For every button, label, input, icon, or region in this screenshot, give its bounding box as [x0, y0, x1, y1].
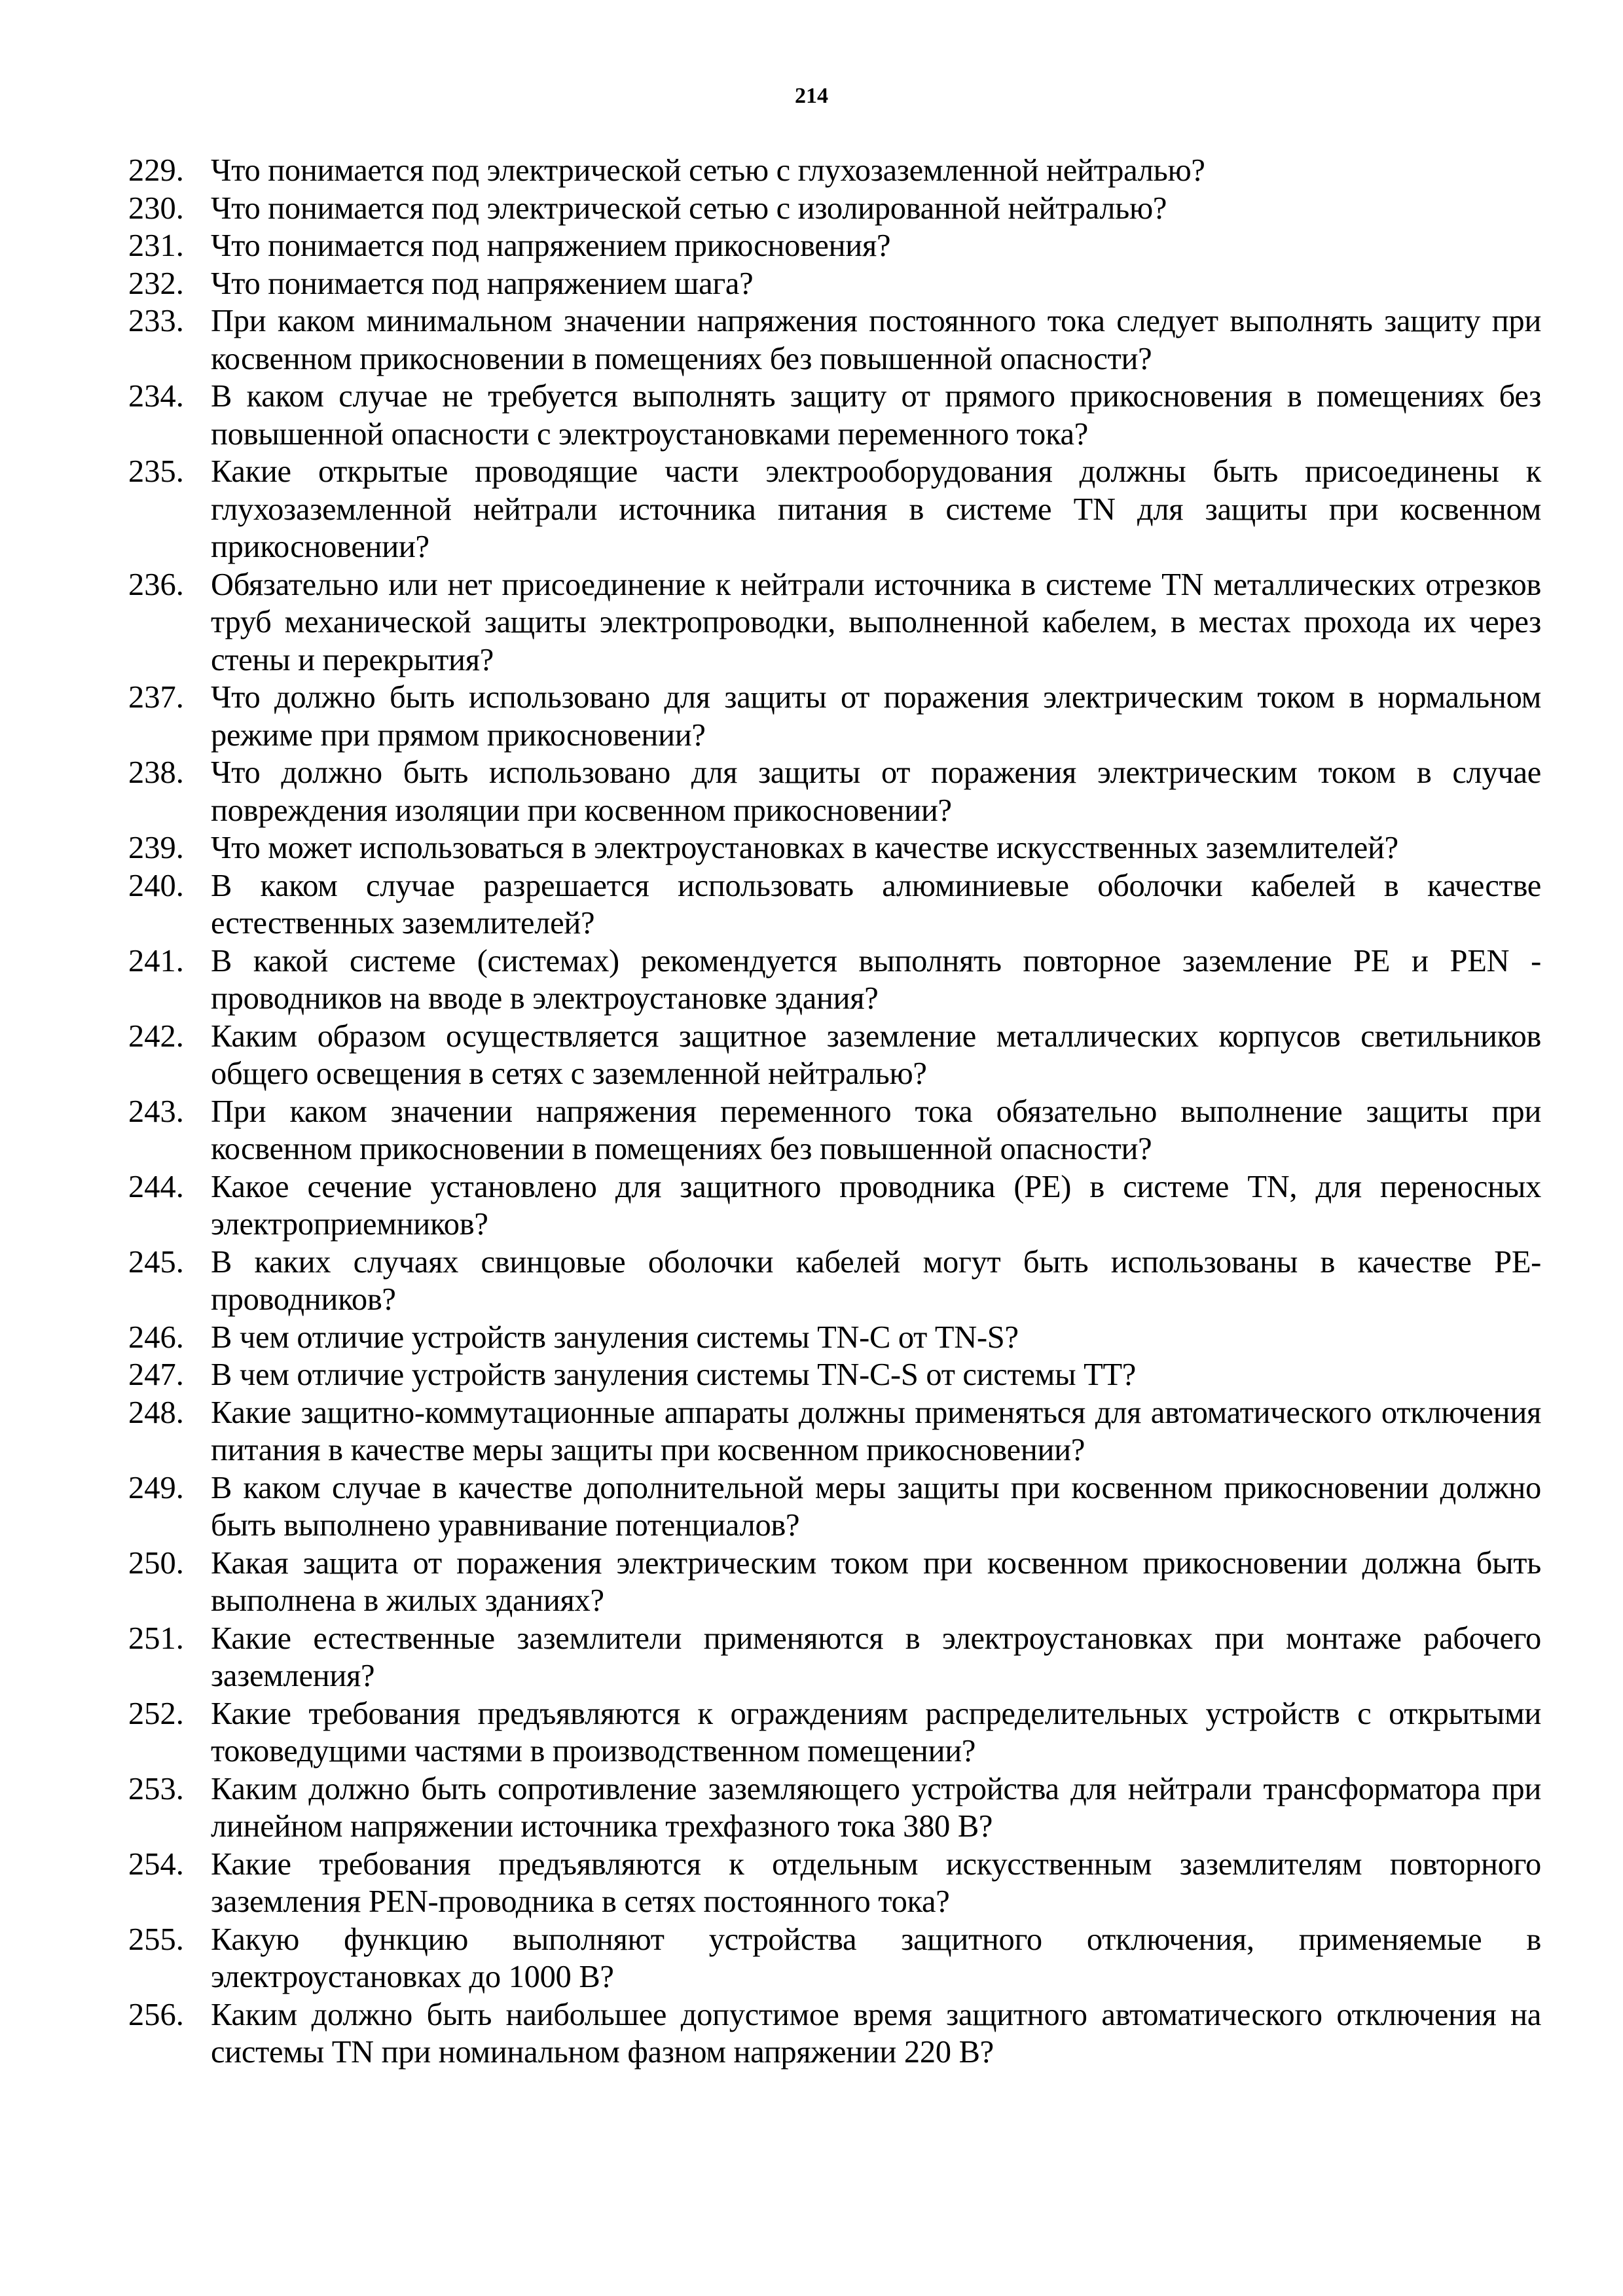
question-number: 229. [128, 153, 184, 188]
question-item [128, 227, 1541, 265]
question-number: 251. [128, 1621, 184, 1656]
question-number: 234. [128, 379, 184, 414]
question-item [128, 1394, 1541, 1469]
question-item [128, 1921, 1541, 1996]
question-number: 242. [128, 1018, 184, 1054]
question-item [128, 1319, 1541, 1357]
question-text: Каким должно быть сопротивление заземляющего устройства для нейтрали трансформатора при линейном напряжении источника трехфазного тока 380 В? [211, 1771, 1541, 1844]
question-item [128, 1545, 1541, 1620]
question-number: 236. [128, 567, 184, 602]
question-item [128, 1770, 1541, 1846]
question-item [128, 152, 1541, 190]
question-item [128, 190, 1541, 228]
question-text: В чем отличие устройств зануления системы TN-C-S от системы TT? [211, 1357, 1137, 1392]
question-item [128, 1093, 1541, 1168]
question-number: 256. [128, 1997, 184, 2032]
question-text: Каким образом осуществляется защитное заземление металлических корпусов светильников общего освещения в сетях с заземленной нейтралью? [211, 1018, 1541, 1091]
question-text: Что понимается под электрической сетью с изолированной нейтралью? [211, 190, 1167, 226]
question-text: Какие требования предъявляются к отдельным искусственным заземлителям повторного заземления PEN-проводника в сетях постоянного тока? [211, 1846, 1541, 1919]
question-item [128, 1244, 1541, 1319]
question-number: 241. [128, 943, 184, 978]
question-text: Какие естественные заземлители применяются в электроустановках при монтаже рабочего заземления? [211, 1621, 1541, 1693]
question-number: 237. [128, 680, 184, 715]
question-item [128, 1620, 1541, 1695]
question-text: В каких случаях свинцовые оболочки кабелей могут быть использованы в качестве PE-проводников? [211, 1244, 1541, 1317]
question-item [128, 566, 1541, 679]
question-text: Какие открытые проводящие части электрооборудования должны быть присоединены к глухозаземленной нейтрали источника питания в системе TN для защиты при косвенном прикосновении? [211, 454, 1541, 564]
question-text: Что понимается под электрической сетью с глухозаземленной нейтралью? [211, 153, 1205, 188]
question-item [128, 1695, 1541, 1770]
question-text: Обязательно или нет присоединение к нейтрали источника в системе TN металлических отрезков труб механической защиты электропроводки, выполненной кабелем, в местах прохода их через стены и перекрытия? [211, 567, 1541, 677]
question-number: 252. [128, 1696, 184, 1731]
question-item [128, 453, 1541, 566]
question-item [128, 1996, 1541, 2072]
question-item [128, 754, 1541, 829]
question-text: Что должно быть использовано для защиты от поражения электрическим током в случае повреждения изоляции при косвенном прикосновении? [211, 755, 1541, 828]
question-text: Каким должно быть наибольшее допустимое время защитного автоматического отключения на системы TN при номинальном фазном напряжении 220 В? [211, 1997, 1541, 2070]
question-number: 245. [128, 1244, 184, 1280]
question-text: В каком случае не требуется выполнять защиту от прямого прикосновения в помещениях без повышенной опасности с электроустановками переменного тока? [211, 379, 1541, 452]
question-item [128, 942, 1541, 1018]
question-number: 247. [128, 1357, 184, 1392]
question-item [128, 265, 1541, 303]
question-number: 244. [128, 1169, 184, 1204]
question-number: 240. [128, 868, 184, 903]
question-text: Что должно быть использовано для защиты от поражения электрическим током в нормальном режиме при прямом прикосновении? [211, 680, 1541, 753]
question-text: В чем отличие устройств зануления системы TN-C от TN-S? [211, 1319, 1019, 1355]
question-number: 231. [128, 228, 184, 263]
question-text: Какую функцию выполняют устройства защитного отключения, применяемые в электроустановках до 1000 В? [211, 1922, 1541, 1994]
question-item [128, 1469, 1541, 1545]
question-item [128, 302, 1541, 378]
question-item [128, 1018, 1541, 1093]
question-number: 238. [128, 755, 184, 790]
question-text: В какой системе (системах) рекомендуется выполнять повторное заземление PE и PEN - проводников на вводе в электроустановке здания? [211, 943, 1541, 1016]
question-number: 249. [128, 1470, 184, 1505]
question-item [128, 1356, 1541, 1394]
question-number: 253. [128, 1771, 184, 1806]
question-text: Какие требования предъявляются к ограждениям распределительных устройств с открытыми токоведущими частями в производственном помещении? [211, 1696, 1541, 1768]
question-item [128, 829, 1541, 867]
question-item [128, 679, 1541, 754]
question-item [128, 378, 1541, 453]
question-text: В каком случае в качестве дополнительной меры защиты при косвенном прикосновении должно быть выполнено уравнивание потенциалов? [211, 1470, 1541, 1543]
question-text: В каком случае разрешается использовать алюминиевые оболочки кабелей в качестве естественных заземлителей? [211, 868, 1541, 941]
question-text: При каком значении напряжения переменного тока обязательно выполнение защиты при косвенном прикосновении в помещениях без повышенной опасности? [211, 1094, 1541, 1166]
question-item [128, 1846, 1541, 1921]
page-number: 214 [795, 84, 828, 108]
question-text: При каком минимальном значении напряжения постоянного тока следует выполнять защиту при косвенном прикосновении в помещениях без повышенной опасности? [211, 304, 1541, 376]
question-number: 254. [128, 1846, 184, 1882]
question-text: Что может использоваться в электроустановках в качестве искусственных заземлителей? [211, 831, 1398, 865]
question-text: Какая защита от поражения электрическим током при косвенном прикосновении должна быть выполнена в жилых зданиях? [211, 1545, 1541, 1618]
question-number: 232. [128, 266, 184, 301]
question-number: 248. [128, 1395, 184, 1430]
question-number: 250. [128, 1545, 184, 1581]
question-number: 255. [128, 1922, 184, 1957]
question-list [128, 152, 1541, 2072]
question-number: 243. [128, 1094, 184, 1129]
question-text: Какое сечение установлено для защитного проводника (PE) в системе TN, для переносных электроприемников? [211, 1169, 1541, 1242]
question-number: 233. [128, 304, 184, 338]
question-item [128, 867, 1541, 942]
question-text: Что понимается под напряжением шага? [211, 266, 754, 301]
question-text: Какие защитно-коммутационные аппараты должны применяться для автоматического отключения питания в качестве меры защиты при косвенном прикосновении? [211, 1395, 1541, 1467]
question-item [128, 1168, 1541, 1244]
question-number: 235. [128, 454, 184, 489]
question-text: Что понимается под напряжением прикосновения? [211, 228, 891, 263]
question-number: 239. [128, 831, 184, 865]
question-number: 246. [128, 1319, 184, 1355]
question-number: 230. [128, 190, 184, 226]
